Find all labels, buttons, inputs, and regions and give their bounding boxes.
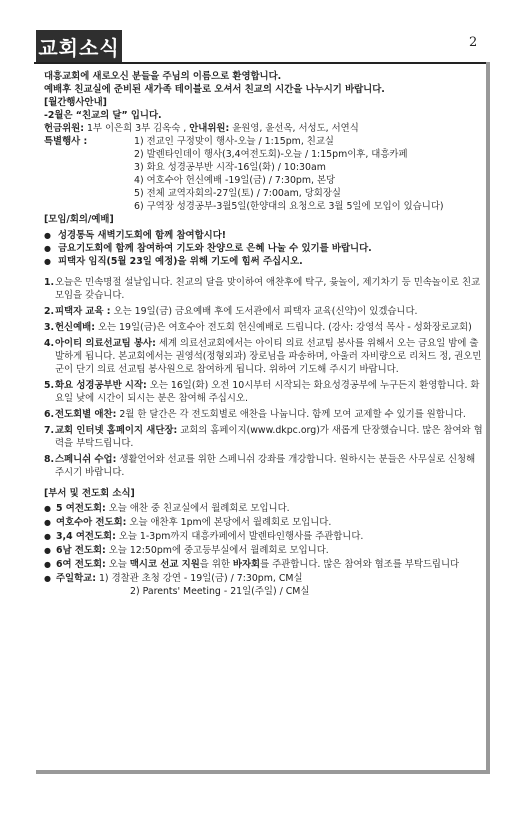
list-item: ● 피택자 임직(5월 23일 예정)을 위해 기도에 힘써 주십시오.	[44, 255, 484, 268]
list-item	[44, 502, 484, 515]
event-item: 2) 발렌타인데이 행사(3,4여전도회)-오늘 / 1:15pm이후, 대흥카페	[134, 149, 408, 160]
list-item	[44, 516, 484, 529]
news-item	[44, 337, 484, 376]
news-text: 세계 의료선교회에서는 아이티 의료 선교팀 봉사를 위해서 오는 금요일 밤에 출발하게 됩니다. 본교회에서는 권영석(정형외과) 장로님을 파송하며, 아울러 자비량으로 리처드 정, 권오민 군이 단기 의료 선교팀 봉사원으로 참여하게 됩니다. 위하여 기도해 주시기 바랍니다.	[55, 338, 482, 375]
usher-names: 윤원영, 윤선옥, 서성도, 서연식	[229, 123, 359, 134]
dept-text: 1) 경찰관 초청 강연 - 19일(금) / 7:30pm, CM실	[95, 573, 303, 584]
list-item	[44, 544, 484, 557]
dept-text: 오늘 12:50pm에 중고등부실에서 월례회로 모입니다.	[105, 545, 329, 556]
offering-label: 헌금위원:	[44, 123, 84, 134]
dept-text: 을 위한	[199, 559, 233, 570]
usher-label: 안내위원:	[189, 123, 230, 134]
event-item: 4) 여호수아 헌신예배 -19일(금) / 7:30pm, 본당	[134, 175, 336, 186]
bulletin-content	[44, 70, 484, 599]
news-label: 스페니쉬 수업:	[55, 454, 117, 465]
staff-line	[44, 122, 484, 135]
frame-shadow-bottom	[36, 770, 490, 774]
meetings-list	[44, 229, 484, 268]
meetings-heading: [모임/회의/예배]	[44, 214, 114, 225]
news-item	[44, 321, 484, 334]
list-item	[44, 572, 484, 598]
list-item: ● 금요기도회에 함께 참여하여 기도와 찬양으로 은혜 나눌 수 있기를 바랍니다.	[44, 242, 484, 255]
dept-text: 오늘 애찬후 1pm에 본당에서 월례회로 모입니다.	[126, 517, 332, 528]
news-item	[44, 276, 484, 302]
dept-label: 맥시코 선교 지원	[129, 559, 200, 570]
dept-label: 여호수아 전도회:	[56, 517, 127, 528]
monthly-topic: -2월은 “친교의 달” 입니다.	[44, 110, 162, 121]
news-number: 7.	[44, 425, 55, 436]
news-number: 2.	[44, 306, 55, 317]
news-number: 6.	[44, 409, 55, 420]
news-number: 3.	[44, 322, 55, 333]
dept-text: 오늘	[105, 559, 130, 570]
event-item: 6) 구역장 성경공부-3월5일(한양대의 요청으로 3월 5일에 모입이 있습니다)	[134, 201, 444, 212]
event-item: 1) 전교인 구정맞이 행사-오늘 / 1:15pm, 친교실	[134, 136, 334, 147]
page-title: 교회소식	[36, 30, 122, 63]
dept-label: 6남 전도회:	[56, 545, 106, 556]
page-number: 2	[469, 35, 478, 50]
dept-text: 오늘 애찬 중 친교실에서 월례회로 모입니다.	[105, 503, 290, 514]
news-number: 5.	[44, 380, 55, 391]
list-item: ● 성경통독 새벽기도회에 함께 참여합시다!	[44, 229, 484, 242]
list-item	[44, 558, 484, 571]
news-item	[44, 453, 484, 479]
dept-text: 를 주관합니다. 많은 참여와 협조를 부탁드립니다	[260, 559, 460, 570]
news-text: 교회의 홈페이지(www.dkpc.org)가 새롭게 단장했습니다. 많은 참여와 협력을 부탁드립니다.	[55, 425, 483, 449]
news-number: 8.	[44, 454, 55, 465]
dept-text: 오늘 1-3pm까지 대흥카페에서 발렌타인행사를 주관합니다.	[115, 531, 364, 542]
news-text: 오는 16일(화) 오전 10시부터 시작되는 화요성경공부에 누구든지 환영합니다. 화요일 낮에 시간이 되시는 분은 참여해 주십시오.	[55, 380, 480, 404]
news-number: 1.	[44, 277, 55, 288]
dept-label: 3,4 여전도회:	[56, 531, 116, 542]
schedule-heading: [월간행사안내]	[44, 97, 107, 108]
news-label: 교회 인터넷 홈페이지 새단장:	[55, 425, 178, 436]
news-text: 오는 19일(금) 금요예배 후에 도서관에서 피택자 교육(신약)이 있겠습니다.	[110, 306, 418, 317]
news-label: 피택자 교육 :	[55, 306, 111, 317]
news-label: 헌신예배:	[55, 322, 95, 333]
dept-text: 2) Parents' Meeting - 21일(주일) / CM실	[130, 586, 310, 597]
news-label: 전도회별 애찬:	[55, 409, 117, 420]
list-item	[44, 530, 484, 543]
header-rule	[34, 62, 489, 64]
news-item	[44, 379, 484, 405]
event-item: 3) 화요 성경공부반 시작-16일(화) / 10:30am	[134, 162, 326, 173]
departments-list	[44, 502, 484, 598]
news-text: 2월 한 달간은 각 전도회별로 애찬을 나눕니다. 함께 모여 교제할 수 있기를 원합니다.	[116, 409, 466, 420]
welcome-line: 대흥교회에 새로오신 분들을 주님의 이름으로 환영합니다.	[44, 71, 282, 82]
dept-label: 바자회	[232, 559, 261, 570]
news-label: 아이티 의료선교팀 봉사:	[55, 338, 156, 349]
news-item	[44, 408, 484, 421]
departments-heading: [부서 및 전도회 소식]	[44, 488, 135, 499]
events-list	[134, 135, 444, 213]
dept-label: 주일학교:	[56, 573, 96, 584]
news-label: 화요 성경공부반 시작:	[55, 380, 147, 391]
news-text: 오는 19일(금)은 여호수아 전도회 헌신예배로 드립니다. (강사: 강영석 목사 - 성화장로교회)	[94, 322, 472, 333]
offering-names: 1부 이은희 3부 김옥숙 ,	[83, 123, 190, 134]
dept-label: 6여 전도회:	[56, 559, 106, 570]
news-number: 4.	[44, 338, 55, 349]
news-list	[44, 276, 484, 479]
frame-shadow-right	[486, 62, 490, 774]
news-item	[44, 424, 484, 450]
events-label: 특별행사 :	[44, 136, 88, 147]
dept-label: 5 여전도회:	[56, 503, 106, 514]
news-item	[44, 305, 484, 318]
event-item: 5) 전체 교역자회의-27일(토) / 7:00am, 당회장실	[134, 188, 341, 199]
news-text: 생활언어와 선교를 위한 스페니쉬 강좌를 개강합니다. 원하시는 분들은 사무실로 신청해 주시기 바랍니다.	[55, 454, 476, 478]
news-text: 오늘은 민속명절 설날입니다. 친교의 달을 맞이하여 애찬후에 탁구, 윷놀이, 제기차기 등 민속놀이로 친교모임을 갖습니다.	[55, 277, 481, 301]
welcome-line: 예배후 친교실에 준비된 새가족 테이블로 오셔서 친교의 시간을 나누시기 바랍니다.	[44, 84, 385, 95]
special-events	[44, 135, 484, 213]
